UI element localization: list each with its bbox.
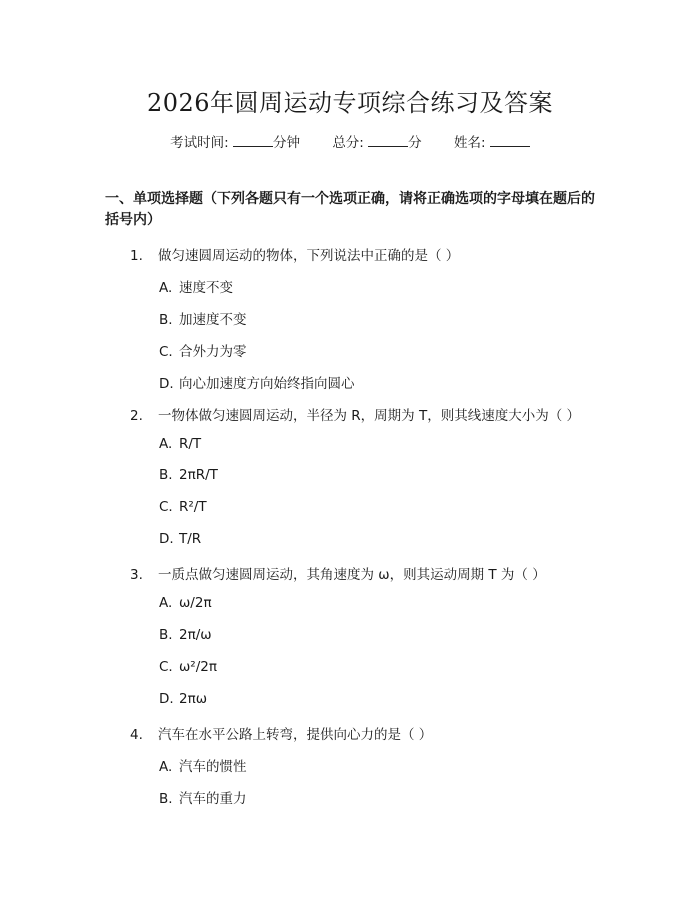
option-text: ω²/2π: [179, 659, 217, 675]
option-text: R²/T: [179, 499, 207, 515]
option-text: R/T: [179, 436, 202, 452]
option-text: 2πω: [179, 691, 208, 707]
option-text: 向心加速度方向始终指向圆心: [179, 376, 355, 392]
question-2-option-b: [159, 467, 218, 483]
question-text: 一质点做匀速圆周运动，其角速度为 ω，则其运动周期 T 为（ ）: [158, 567, 546, 583]
question-text: 一物体做匀速圆周运动，半径为 R，周期为 T，则其线速度大小为（ ）: [158, 408, 580, 424]
option-letter: B.: [159, 791, 173, 807]
page-title: 2026年圆周运动专项综合练习及答案: [146, 89, 554, 117]
question-2: [130, 404, 580, 424]
question-3-option-a: [159, 595, 212, 611]
option-text: 汽车的重力: [179, 791, 247, 807]
question-4-option-a: [159, 755, 247, 775]
option-letter: C.: [159, 499, 173, 515]
question-3-option-c: [159, 659, 217, 675]
question-3: [130, 563, 546, 583]
option-letter: D.: [159, 691, 174, 707]
score-field: [332, 131, 421, 151]
option-letter: D.: [159, 531, 174, 547]
option-letter: C.: [159, 659, 173, 675]
name-blank: [490, 133, 530, 147]
option-text: 速度不变: [179, 280, 233, 296]
name-field: [454, 131, 530, 151]
question-4-option-b: [159, 787, 247, 807]
question-1-option-a: [159, 276, 233, 296]
option-letter: B.: [159, 627, 173, 643]
question-2-option-c: [159, 499, 207, 515]
time-blank: [233, 133, 273, 147]
option-letter: B.: [159, 312, 173, 328]
score-blank: [368, 133, 408, 147]
option-text: 2π/ω: [179, 627, 212, 643]
option-text: ω/2π: [179, 595, 212, 611]
question-1-option-d: [159, 372, 355, 392]
question-number: 3.: [130, 567, 143, 583]
question-number: 1.: [130, 248, 143, 264]
question-2-option-a: [159, 436, 201, 452]
exam-meta: [0, 131, 700, 151]
option-letter: C.: [159, 344, 173, 360]
option-text: 汽车的惯性: [179, 759, 247, 775]
question-3-option-d: [159, 691, 207, 707]
option-letter: A.: [159, 595, 173, 611]
option-text: T/R: [179, 531, 202, 547]
question-1: [130, 244, 459, 264]
question-4: [130, 723, 432, 743]
option-text: 2πR/T: [179, 467, 218, 483]
question-2-option-d: [159, 531, 201, 547]
question-number: 4.: [130, 727, 143, 743]
option-letter: A.: [159, 759, 173, 775]
option-letter: D.: [159, 376, 174, 392]
name-label: 姓名:: [453, 135, 486, 151]
option-letter: A.: [159, 436, 173, 452]
question-1-option-c: [159, 340, 247, 360]
option-letter: B.: [159, 467, 173, 483]
question-3-option-b: [159, 627, 212, 643]
option-text: 合外力为零: [179, 344, 247, 360]
score-label: 总分:: [332, 135, 364, 151]
option-text: 加速度不变: [179, 312, 247, 328]
option-letter: A.: [159, 280, 173, 296]
time-unit: 分钟: [273, 135, 301, 151]
question-text: 汽车在水平公路上转弯，提供向心力的是（ ）: [158, 727, 433, 743]
time-field: [170, 131, 300, 151]
section-heading: 一、单项选择题（下列各题只有一个选项正确，请将正确选项的字母填在题后的括号内）: [105, 191, 595, 228]
question-1-option-b: [159, 308, 247, 328]
question-text: 做匀速圆周运动的物体，下列说法中正确的是（ ）: [158, 248, 460, 264]
time-label: 考试时间:: [170, 135, 229, 151]
question-number: 2.: [130, 408, 143, 424]
score-unit: 分: [408, 135, 422, 151]
